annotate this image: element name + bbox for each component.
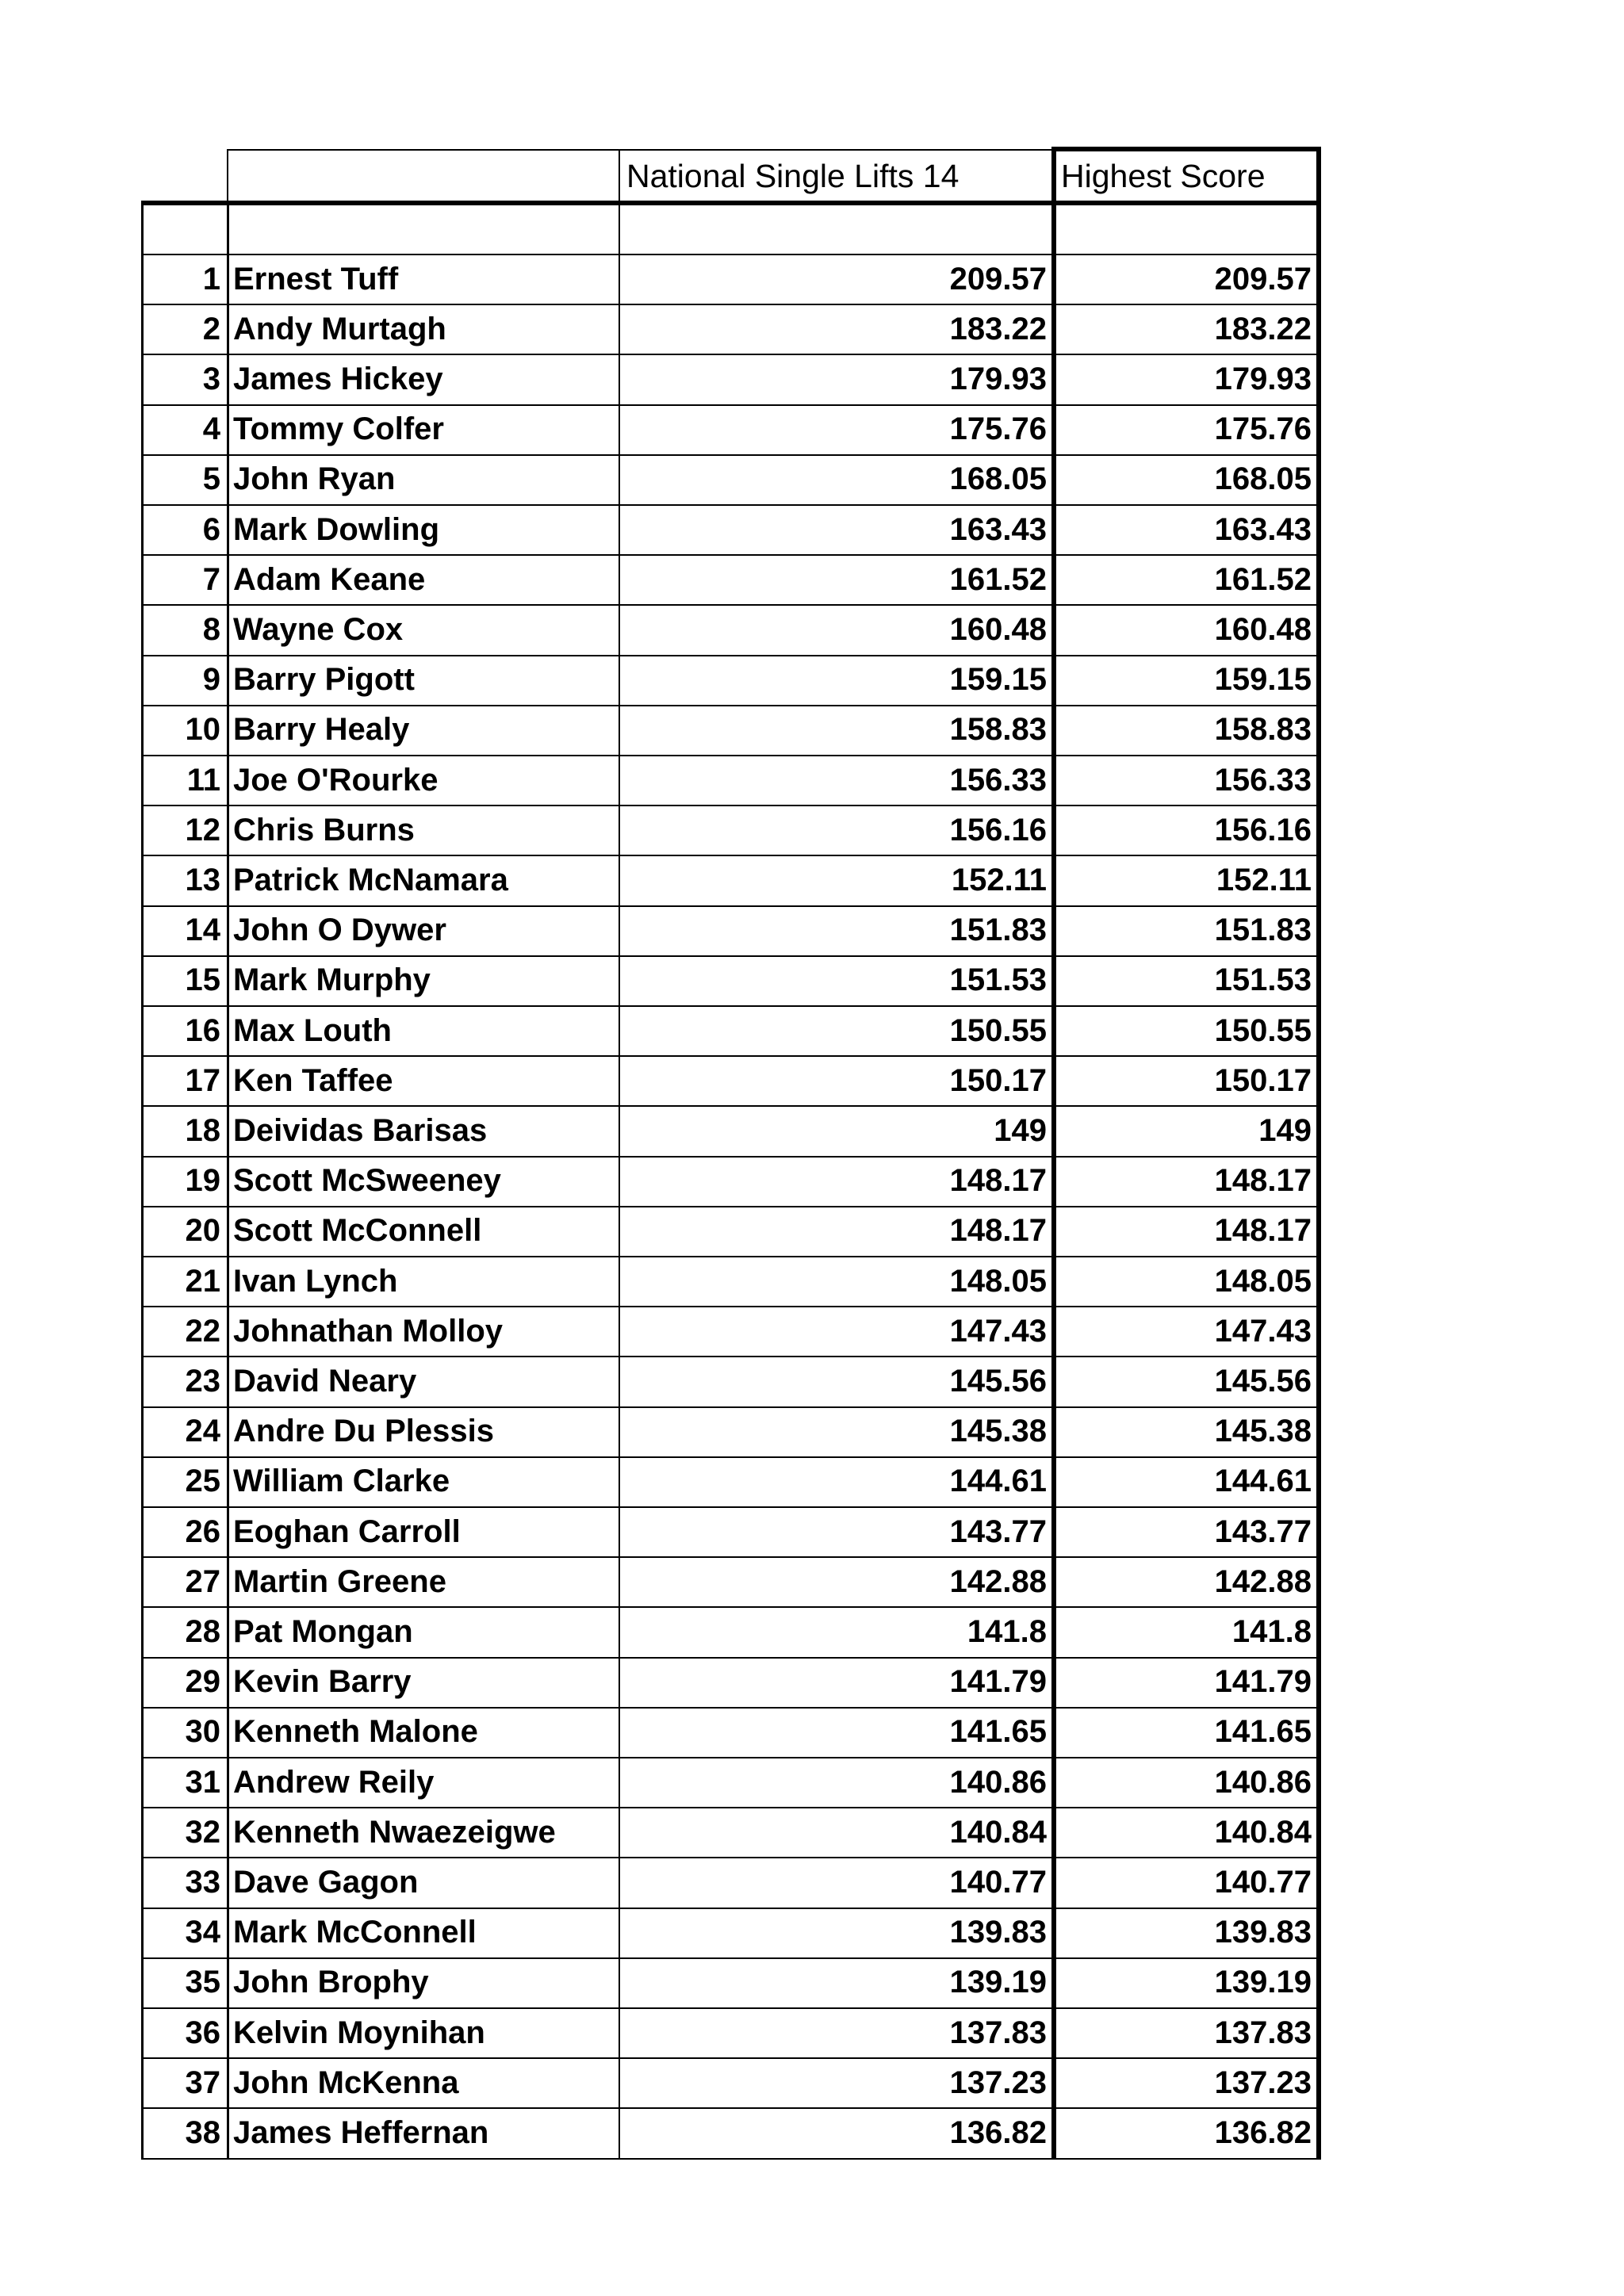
score-cell: 151.83 xyxy=(949,913,1047,948)
score-cell: 143.77 xyxy=(949,1513,1047,1549)
highest-score-cell: 143.77 xyxy=(1214,1513,1312,1549)
rank-cell: 3 xyxy=(202,361,220,396)
grid-line xyxy=(141,2158,1320,2160)
rank-cell: 18 xyxy=(185,1112,220,1148)
grid-line xyxy=(141,304,1320,305)
grid-line xyxy=(141,1606,1320,1608)
grid-line xyxy=(141,1256,1320,1257)
rank-cell: 19 xyxy=(185,1163,220,1199)
rank-cell: 14 xyxy=(185,913,220,948)
name-cell: Andrew Reily xyxy=(233,1764,435,1800)
score-cell: 148.05 xyxy=(949,1263,1047,1299)
grid-line xyxy=(141,1456,1320,1458)
highest-score-cell: 148.05 xyxy=(1214,1263,1312,1299)
name-cell: Mark Dowling xyxy=(233,511,440,547)
highest-score-cell: 144.61 xyxy=(1214,1464,1312,1499)
grid-line xyxy=(141,1206,1320,1207)
grid-line xyxy=(619,149,620,203)
grid-line xyxy=(141,955,1320,957)
name-cell: Barry Healy xyxy=(233,712,410,748)
rank-cell: 35 xyxy=(185,1965,220,2000)
rank-cell: 28 xyxy=(185,1613,220,1649)
name-cell: Scott McSweeney xyxy=(233,1163,501,1199)
grid-line xyxy=(141,2107,1320,2109)
grid-line xyxy=(141,1356,1320,1357)
score-cell: 175.76 xyxy=(949,411,1047,447)
score-cell: 139.83 xyxy=(949,1915,1047,1950)
rank-cell: 11 xyxy=(186,762,220,798)
grid-line xyxy=(141,203,144,2160)
score-cell: 137.83 xyxy=(949,2015,1047,2050)
highest-score-cell: 141.65 xyxy=(1214,1714,1312,1750)
score-cell: 150.17 xyxy=(949,1062,1047,1098)
grid-line xyxy=(141,254,1320,255)
grid-line xyxy=(141,1857,1320,1858)
grid-line xyxy=(141,1506,1320,1508)
name-cell: David Neary xyxy=(233,1363,417,1399)
name-cell: John O Dywer xyxy=(233,913,446,948)
name-cell: John Brophy xyxy=(233,1965,429,2000)
highest-score-cell: 139.19 xyxy=(1214,1965,1312,2000)
grid-line xyxy=(141,855,1320,856)
grid-line xyxy=(141,404,1320,406)
rank-cell: 9 xyxy=(202,662,220,698)
rank-cell: 15 xyxy=(185,962,220,998)
name-cell: Pat Mongan xyxy=(233,1613,413,1649)
score-cell: 144.61 xyxy=(949,1464,1047,1499)
rank-cell: 7 xyxy=(202,561,220,597)
rank-cell: 8 xyxy=(202,611,220,647)
rank-cell: 13 xyxy=(185,862,220,897)
highest-score-cell: 152.11 xyxy=(1216,862,1312,897)
rank-cell: 38 xyxy=(185,2114,220,2150)
score-cell: 148.17 xyxy=(949,1213,1047,1249)
name-cell: John Ryan xyxy=(233,461,396,497)
name-cell: Andre Du Plessis xyxy=(233,1414,495,1449)
grid-line xyxy=(227,149,228,203)
score-cell: 149 xyxy=(994,1112,1047,1148)
name-cell: Dave Gagon xyxy=(233,1864,419,1900)
grid-line xyxy=(141,805,1320,806)
highest-score-cell: 137.83 xyxy=(1214,2015,1312,2050)
header-national-single-lifts: National Single Lifts 14 xyxy=(626,157,959,194)
highest-score-cell: 136.82 xyxy=(1214,2114,1312,2150)
highest-score-cell: 159.15 xyxy=(1214,662,1312,698)
rank-cell: 30 xyxy=(185,1714,220,1750)
grid-line-thick xyxy=(1051,147,1321,151)
highest-score-cell: 141.8 xyxy=(1231,1613,1312,1649)
grid-line xyxy=(141,2007,1320,2009)
rank-cell: 6 xyxy=(202,511,220,547)
rank-cell: 23 xyxy=(185,1363,220,1399)
rank-cell: 24 xyxy=(185,1414,220,1449)
rank-cell: 17 xyxy=(185,1062,220,1098)
highest-score-cell: 139.83 xyxy=(1214,1915,1312,1950)
grid-line xyxy=(141,354,1320,355)
name-cell: Wayne Cox xyxy=(233,611,404,647)
rank-cell: 5 xyxy=(202,461,220,497)
name-cell: Chris Burns xyxy=(233,812,415,848)
rank-cell: 34 xyxy=(185,1915,220,1950)
name-cell: Kenneth Malone xyxy=(233,1714,478,1750)
grid-line-thick xyxy=(141,201,1320,205)
rank-cell: 36 xyxy=(185,2015,220,2050)
grid-line xyxy=(141,1156,1320,1158)
highest-score-cell: 145.38 xyxy=(1214,1414,1312,1449)
rank-cell: 29 xyxy=(185,1664,220,1700)
rank-cell: 16 xyxy=(185,1012,220,1048)
rank-cell: 1 xyxy=(202,261,220,297)
rank-cell: 4 xyxy=(202,411,220,447)
rank-cell: 2 xyxy=(202,311,220,346)
highest-score-cell: 142.88 xyxy=(1214,1563,1312,1599)
highest-score-cell: 183.22 xyxy=(1214,311,1312,346)
name-cell: Mark McConnell xyxy=(233,1915,477,1950)
rank-cell: 21 xyxy=(185,1263,220,1299)
score-cell: 137.23 xyxy=(949,2064,1047,2100)
name-cell: John McKenna xyxy=(233,2064,459,2100)
highest-score-cell: 175.76 xyxy=(1214,411,1312,447)
name-cell: Ernest Tuff xyxy=(233,261,399,297)
name-cell: Kevin Barry xyxy=(233,1664,412,1700)
highest-score-cell: 158.83 xyxy=(1214,712,1312,748)
grid-line xyxy=(141,604,1320,606)
score-cell: 140.77 xyxy=(949,1864,1047,1900)
score-cell: 141.65 xyxy=(949,1714,1047,1750)
rank-cell: 33 xyxy=(185,1864,220,1900)
name-cell: Joe O'Rourke xyxy=(233,762,439,798)
name-cell: William Clarke xyxy=(233,1464,450,1499)
score-cell: 160.48 xyxy=(949,611,1047,647)
name-cell: Tommy Colfer xyxy=(233,411,444,447)
highest-score-cell: 179.93 xyxy=(1214,361,1312,396)
grid-line xyxy=(141,454,1320,456)
highest-score-cell: 148.17 xyxy=(1214,1163,1312,1199)
highest-score-cell: 161.52 xyxy=(1214,561,1312,597)
highest-score-cell: 160.48 xyxy=(1214,611,1312,647)
name-cell: Max Louth xyxy=(233,1012,392,1048)
name-cell: Scott McConnell xyxy=(233,1213,482,1249)
rank-cell: 25 xyxy=(185,1464,220,1499)
score-cell: 140.84 xyxy=(949,1814,1047,1850)
score-cell: 161.52 xyxy=(949,561,1047,597)
score-cell: 145.56 xyxy=(949,1363,1047,1399)
grid-line-thick xyxy=(1316,147,1321,2160)
score-cell: 183.22 xyxy=(949,311,1047,346)
grid-line xyxy=(141,2057,1320,2059)
name-cell: Deividas Barisas xyxy=(233,1112,488,1148)
name-cell: Andy Murtagh xyxy=(233,311,446,346)
grid-line xyxy=(141,1055,1320,1057)
score-cell: 145.38 xyxy=(949,1414,1047,1449)
rank-cell: 37 xyxy=(185,2064,220,2100)
highest-score-cell: 140.84 xyxy=(1214,1814,1312,1850)
name-cell: Eoghan Carroll xyxy=(233,1513,461,1549)
name-cell: Martin Greene xyxy=(233,1563,446,1599)
grid-line xyxy=(141,655,1320,656)
grid-line xyxy=(141,1556,1320,1558)
score-cell: 168.05 xyxy=(949,461,1047,497)
grid-line xyxy=(141,554,1320,556)
grid-line xyxy=(141,504,1320,506)
score-cell: 151.53 xyxy=(949,962,1047,998)
highest-score-cell: 137.23 xyxy=(1214,2064,1312,2100)
highest-score-cell: 150.17 xyxy=(1214,1062,1312,1098)
name-cell: Patrick McNamara xyxy=(233,862,508,897)
name-cell: Kenneth Nwaezeigwe xyxy=(233,1814,556,1850)
header-highest-score: Highest Score xyxy=(1061,157,1266,194)
score-cell: 179.93 xyxy=(949,361,1047,396)
grid-line xyxy=(141,1757,1320,1758)
name-cell: Ken Taffee xyxy=(233,1062,393,1098)
rank-cell: 32 xyxy=(185,1814,220,1850)
highest-score-cell: 156.16 xyxy=(1214,812,1312,848)
score-cell: 147.43 xyxy=(949,1313,1047,1349)
rank-cell: 10 xyxy=(185,712,220,748)
grid-line xyxy=(141,905,1320,907)
rank-cell: 27 xyxy=(185,1563,220,1599)
highest-score-cell: 168.05 xyxy=(1214,461,1312,497)
score-cell: 159.15 xyxy=(949,662,1047,698)
highest-score-cell: 145.56 xyxy=(1214,1363,1312,1399)
grid-line xyxy=(141,1657,1320,1659)
score-cell: 141.79 xyxy=(949,1664,1047,1700)
highest-score-cell: 163.43 xyxy=(1214,511,1312,547)
grid-line xyxy=(141,1957,1320,1959)
highest-score-cell: 147.43 xyxy=(1214,1313,1312,1349)
name-cell: Adam Keane xyxy=(233,561,426,597)
grid-line xyxy=(141,1807,1320,1808)
score-cell: 139.19 xyxy=(949,1965,1047,2000)
grid-line xyxy=(141,1005,1320,1007)
grid-line xyxy=(141,1105,1320,1107)
name-cell: James Heffernan xyxy=(233,2114,489,2150)
grid-line xyxy=(141,1306,1320,1307)
highest-score-cell: 148.17 xyxy=(1214,1213,1312,1249)
score-cell: 209.57 xyxy=(949,261,1047,297)
rank-cell: 22 xyxy=(185,1313,220,1349)
highest-score-cell: 141.79 xyxy=(1214,1664,1312,1700)
name-cell: Barry Pigott xyxy=(233,662,415,698)
grid-line xyxy=(619,203,620,2160)
rank-cell: 26 xyxy=(185,1513,220,1549)
grid-line xyxy=(141,1406,1320,1408)
grid-line xyxy=(141,1908,1320,1909)
score-cell: 158.83 xyxy=(949,712,1047,748)
grid-line xyxy=(227,203,229,2160)
highest-score-cell: 140.86 xyxy=(1214,1764,1312,1800)
grid-line xyxy=(141,755,1320,756)
score-cell: 136.82 xyxy=(949,2114,1047,2150)
highest-score-cell: 151.83 xyxy=(1214,913,1312,948)
highest-score-cell: 140.77 xyxy=(1214,1864,1312,1900)
name-cell: Kelvin Moynihan xyxy=(233,2015,485,2050)
name-cell: Johnathan Molloy xyxy=(233,1313,503,1349)
score-cell: 150.55 xyxy=(949,1012,1047,1048)
highest-score-cell: 151.53 xyxy=(1214,962,1312,998)
highest-score-cell: 149 xyxy=(1258,1112,1312,1148)
name-cell: Mark Murphy xyxy=(233,962,431,998)
score-cell: 148.17 xyxy=(949,1163,1047,1199)
score-cell: 141.8 xyxy=(967,1613,1047,1649)
name-cell: Ivan Lynch xyxy=(233,1263,398,1299)
highest-score-cell: 156.33 xyxy=(1214,762,1312,798)
name-cell: James Hickey xyxy=(233,361,443,396)
grid-line-thick xyxy=(1051,147,1056,2160)
grid-line xyxy=(141,705,1320,706)
score-cell: 140.86 xyxy=(949,1764,1047,1800)
highest-score-cell: 209.57 xyxy=(1214,261,1312,297)
score-cell: 156.16 xyxy=(949,812,1047,848)
rank-cell: 31 xyxy=(185,1764,220,1800)
grid-line xyxy=(141,1707,1320,1709)
score-cell: 163.43 xyxy=(949,511,1047,547)
score-cell: 142.88 xyxy=(949,1563,1047,1599)
rank-cell: 12 xyxy=(185,812,220,848)
highest-score-cell: 150.55 xyxy=(1214,1012,1312,1048)
rank-cell: 20 xyxy=(185,1213,220,1249)
score-cell: 156.33 xyxy=(949,762,1047,798)
score-cell: 152.11 xyxy=(951,862,1047,897)
